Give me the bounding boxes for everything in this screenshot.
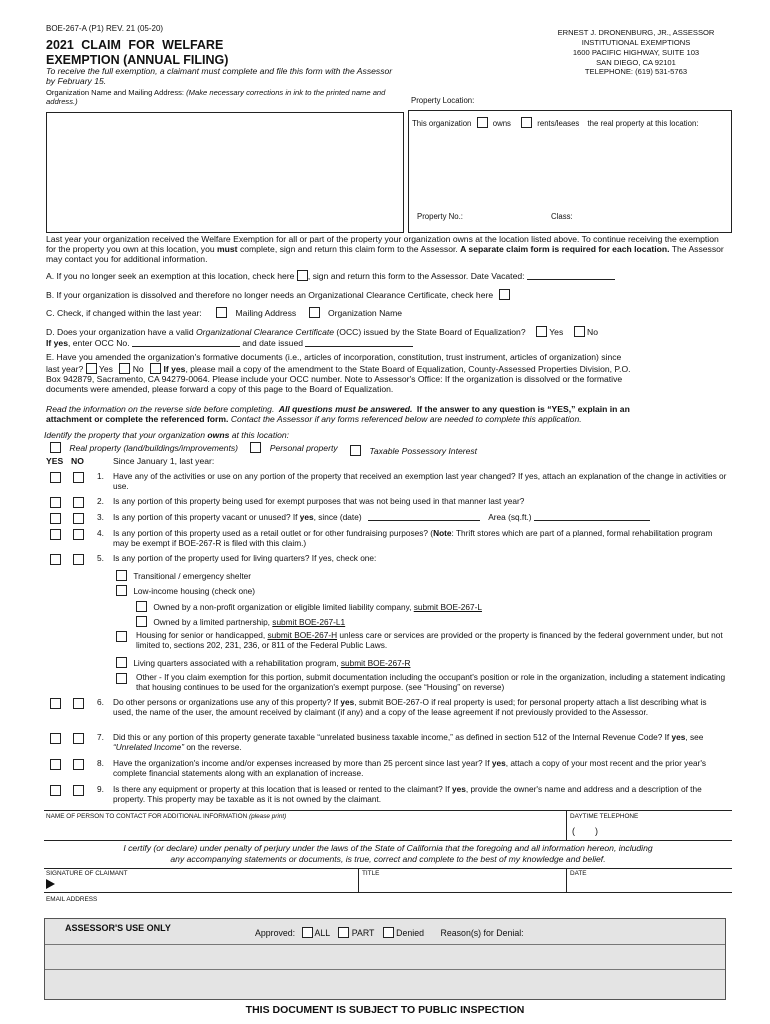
personal-property-label: Personal property (269, 443, 338, 453)
elderly-form-link: submit BOE-267-H (267, 630, 338, 640)
email-label: EMAIL ADDRESS (46, 896, 98, 903)
other-text: Other - If you claim exemption for this portion, submit documentation including the occupant's position or role in the organization, including a statement indicating that housing continues to be used for the organization's exempt purpose. (see “Housing” on reverse) (136, 672, 726, 692)
q2-number: 2. (97, 496, 104, 506)
q1-text: Have any of the activities or use on any portion of the property that received an exemption last year changed? If yes, attach an explanation of the change in activities or use. (113, 471, 727, 491)
q8-number: 8. (97, 758, 104, 768)
q3-text-c: , since (date) (313, 512, 362, 522)
partnership-checkbox[interactable] (136, 616, 147, 627)
approve-part-checkbox[interactable] (338, 927, 349, 938)
question-7 (97, 733, 729, 753)
org-name-label: Organization Name (327, 308, 403, 318)
q3-no-checkbox[interactable] (73, 513, 84, 524)
personal-property-checkbox[interactable] (250, 442, 261, 453)
section-d (46, 326, 598, 337)
signature-label: SIGNATURE OF CLAIMANT (46, 870, 128, 877)
section-c (46, 307, 402, 318)
nonprofit-option (136, 601, 736, 613)
q6-yes-checkbox[interactable] (50, 698, 61, 709)
q6-text-c: , submit BOE-267-O if real property is used; for personal property attach a list describing what is used, the name of the user, the amount received by claimant (if any) and a copy of the lease agreement if not previously provided to the Assessor. (113, 697, 707, 717)
org-label-text: Organization Name and Mailing Address: (46, 88, 185, 97)
intro-paragraph (46, 235, 730, 265)
property-location-box (408, 110, 732, 233)
instructions (46, 405, 730, 425)
assessor-phone: TELEPHONE: (619) 531-5763 (584, 67, 688, 77)
identify-a: Identify the property that your organization (44, 430, 208, 440)
signature-bottom-rule (44, 892, 732, 893)
form-intro: To receive the full exemption, a claimant must complete and file this form with the Assessor by February 15. (46, 66, 393, 87)
date-issued-label: and date issued (242, 338, 304, 348)
q8-yes: yes (491, 758, 506, 768)
q7-text-e: on the reverse. (184, 741, 242, 752)
nonprofit-checkbox[interactable] (136, 601, 147, 612)
ownership-row (412, 117, 698, 128)
q4-yes-checkbox[interactable] (50, 529, 61, 540)
q1-yes-checkbox[interactable] (50, 472, 61, 483)
owns-label: owns (492, 119, 511, 128)
partnership-label: Owned by a limited partnership, (153, 617, 273, 627)
certify-line1: I certify (or declare) under penalty of perjury under the laws of the State of California that the foregoing and all information hereon, including (123, 843, 653, 853)
transitional-label: Transitional / emergency shelter (133, 571, 252, 581)
section-b-checkbox[interactable] (499, 289, 510, 300)
org-address-box[interactable] (46, 112, 404, 233)
section-d-line2 (46, 338, 413, 348)
rehab-form-link: submit BOE-267-R (340, 658, 411, 668)
title-label: TITLE (362, 870, 380, 877)
amended-no-checkbox[interactable] (119, 363, 130, 374)
q7-text-c: , see (685, 732, 704, 742)
q6-text-a: Do other persons or organizations use any of this property? If (113, 697, 341, 707)
form-title-line1: 2021 CLAIM FOR WELFARE (46, 38, 224, 52)
approve-all-checkbox[interactable] (302, 927, 313, 938)
low-income-option (116, 585, 716, 597)
section-d-occ: Organizational Clearance Certificate (196, 327, 335, 337)
nonprofit-form-link: submit BOE-267-L (413, 602, 482, 612)
contact-name-field[interactable] (46, 822, 562, 839)
elderly-rest: unless care or services are provided or the property is financed by the federal government under, but not limited to, sections 202, 231, 236, or 811 of the Federal Public Laws. (136, 630, 723, 650)
section-e-last-year: last year? (46, 363, 84, 374)
signature-arrow-icon (46, 879, 55, 889)
q7-unrelated: “Unrelated Income” (113, 741, 185, 752)
occ-no-checkbox[interactable] (574, 326, 585, 337)
occ-yes-checkbox[interactable] (536, 326, 547, 337)
instr-all: All questions must be answered. (278, 404, 413, 414)
q7-text (113, 733, 729, 753)
section-e-text2: , please mail a copy of the amendment to the State Board of Equalization, County-Assessed Properties Division, P.O. (185, 363, 631, 374)
approved-label: Approved: (255, 928, 296, 938)
section-e-line1: E. Have you amended the organization's formative documents (i.e., articles of incorporation, constitution, trust instrument, articles of organization) since (46, 352, 622, 362)
property-type-row (50, 442, 477, 456)
section-d-occ-no: , enter OCC No. (67, 338, 130, 348)
question-4 (97, 529, 729, 549)
assessor-use-block (44, 918, 726, 1000)
owns-checkbox[interactable] (477, 117, 488, 128)
section-a (46, 270, 615, 281)
rents-label: rents/leases (537, 119, 580, 128)
contact-divider (566, 810, 567, 840)
q8-yes-checkbox[interactable] (50, 759, 61, 770)
form-title-line2: EXEMPTION (ANNUAL FILING) (46, 53, 229, 67)
mailing-address-checkbox[interactable] (216, 307, 227, 318)
intro-must: must (217, 243, 238, 254)
section-e-line4: documents were amended, please forward a copy of this page to the Board of Equalization. (46, 383, 394, 394)
daytime-phone-label: DAYTIME TELEPHONE (570, 813, 639, 820)
q5-number: 5. (97, 553, 104, 563)
date-vacated-field[interactable] (527, 279, 615, 280)
occ-yes-label: Yes (549, 327, 564, 337)
q5-text: Is any portion of the property used for living quarters? If yes, check one: (113, 553, 377, 563)
q2-yes-checkbox[interactable] (50, 497, 61, 508)
possessory-interest-checkbox[interactable] (350, 445, 361, 456)
section-c-text: C. Check, if changed within the last year: (46, 308, 202, 318)
contact-name-note: (please print) (248, 813, 287, 820)
real-property-checkbox[interactable] (50, 442, 61, 453)
occ-no-label: No (587, 327, 599, 337)
section-a-text2: , sign and return this form to the Assessor. Date Vacated: (307, 271, 525, 281)
rehab-option (116, 657, 716, 669)
partnership-form-link: submit BOE-267-L1 (272, 617, 346, 627)
denied-checkbox[interactable] (383, 927, 394, 938)
signature-field[interactable] (58, 878, 354, 891)
signature-top-rule (44, 868, 732, 869)
date-field[interactable] (570, 878, 730, 891)
q9-text-c: , provide the owner's name and address and a description of the property. This property may be taxable as it is not owned by the claimant. (113, 784, 702, 804)
rehab-label: Living quarters associated with a rehabilitation program, (133, 658, 341, 668)
question-8 (97, 759, 729, 779)
question-1 (97, 472, 729, 492)
property-class-label: Class: (551, 212, 573, 221)
q3-text (113, 513, 729, 523)
contact-bottom-rule (44, 840, 732, 841)
org-label-note: (Make necessary corrections in ink to the printed name and address.) (46, 88, 386, 107)
daytime-phone-field[interactable]: ( ) (572, 826, 598, 836)
q1-no-checkbox[interactable] (73, 472, 84, 483)
assessor-city: SAN DIEGO, CA 92101 (596, 57, 676, 67)
q7-no-checkbox[interactable] (73, 733, 84, 744)
contact-top-rule (44, 810, 732, 811)
question-2 (97, 497, 729, 507)
section-a-checkbox[interactable] (297, 270, 308, 281)
occ-number-field[interactable] (132, 346, 240, 347)
partnership-option (136, 616, 736, 628)
q5-yes-checkbox[interactable] (50, 554, 61, 565)
amended-yes-label: Yes (98, 363, 113, 374)
contact-name-label (46, 813, 286, 821)
q7-yes: yes (671, 732, 686, 742)
date-label: DATE (570, 870, 587, 877)
q4-text (113, 529, 729, 549)
certify-line2: any accompanying statements or documents, is true, correct and complete to the best of my knowledge and belief. (170, 853, 606, 864)
q8-text-c: , attach a copy of your most recent and the prior year's complete financial statements along with an explanation of increase. (113, 758, 707, 778)
since-label: Since January 1, last year: (113, 456, 215, 466)
public-inspection-notice: THIS DOCUMENT IS SUBJECT TO PUBLIC INSPECTION (245, 1004, 525, 1016)
rehab-checkbox[interactable] (116, 657, 127, 668)
question-6 (97, 698, 729, 718)
elderly-text (136, 631, 728, 651)
q3-text-a: Is any portion of this property vacant or unused? If (113, 512, 300, 522)
instr-attach: attachment or complete the referenced form. (46, 413, 229, 424)
q3-area-field[interactable] (534, 520, 650, 521)
section-d-text2: (OCC) issued by the State Board of Equalization? (334, 327, 526, 337)
q9-text (113, 785, 729, 805)
q6-yes: yes (340, 697, 355, 707)
q4-text-a: Is any portion of this property used as a retail outlet or for other fundraising purposes? ( (113, 528, 434, 538)
real-property-label: Real property (land/buildings/improvements) (69, 443, 239, 453)
q3-yes-checkbox[interactable] (50, 513, 61, 524)
q7-yes-checkbox[interactable] (50, 733, 61, 744)
no-column-header: NO (71, 456, 84, 466)
property-location-label: Property Location: (411, 96, 475, 105)
occ-date-field[interactable] (305, 346, 413, 347)
denied-label: Denied (396, 928, 425, 938)
instr-read: Read the information on the reverse side before completing. (46, 404, 275, 414)
elderly-option (116, 631, 728, 651)
other-checkbox[interactable] (116, 673, 127, 684)
org-label (46, 88, 401, 106)
identify-property (44, 430, 289, 440)
form-id: BOE-267-A (P1) REV. 21 (05-20) (46, 24, 164, 33)
elderly-label: Housing for senior or handicapped, (136, 630, 268, 640)
other-option (116, 673, 728, 693)
q2-no-checkbox[interactable] (73, 497, 84, 508)
q3-since-date-field[interactable] (368, 520, 480, 521)
q3-number: 3. (97, 512, 104, 522)
q2-text: Is any portion of this property being used for exempt purposes that was not being used in that manner last year? (113, 496, 525, 506)
section-e (46, 353, 730, 395)
section-e-line3: Box 942879, Sacramento, CA 94279-0064. Please include your OCC number. Note to Assessor's Office: If the organization is dissolved or the formative (46, 373, 623, 384)
q8-text (113, 759, 729, 779)
intro-bold: A separate claim form is required for each location. (460, 243, 670, 254)
q3-area-label: Area (sq.ft.) (488, 512, 532, 522)
identify-owns: owns (207, 430, 230, 440)
certification (44, 843, 732, 864)
question-9 (97, 785, 729, 805)
intro-p3: The Assessor may contact you for additional information. (46, 243, 724, 264)
q1-number: 1. (97, 471, 104, 481)
property-number-label: Property No.: (417, 212, 463, 221)
title-field[interactable] (362, 878, 562, 891)
amended-extra-box[interactable] (150, 363, 161, 374)
q5-no-checkbox[interactable] (73, 554, 84, 565)
q9-text-a: Is there any equipment or property at this location that is leased or rented to the claimant? If (113, 784, 452, 794)
assessor-street: 1600 PACIFIC HIGHWAY, SUITE 103 (572, 47, 700, 57)
assessor-name: ERNEST J. DRONENBURG, JR., ASSESSOR (557, 28, 715, 37)
instr-yes: If the answer to any question is “YES,” explain in an (416, 404, 630, 414)
approval-row (255, 927, 524, 939)
rents-checkbox[interactable] (521, 117, 532, 128)
q6-number: 6. (97, 697, 104, 707)
low-income-checkbox[interactable] (116, 585, 127, 596)
signature-divider-1 (358, 868, 359, 892)
q6-no-checkbox[interactable] (73, 698, 84, 709)
q8-text-a: Have the organization's income and/or expenses increased by more than 25 percent since last year? If (113, 758, 492, 768)
org-name-checkbox[interactable] (309, 307, 320, 318)
section-d-text1: D. Does your organization have a valid (46, 327, 196, 337)
intro-p1: Last year your organization received the Welfare Exemption for all or part of the property your organization owns at the location listed above. To continue receiving the exemption for the property you own at this location, you (46, 234, 719, 254)
approve-part-label: PART (351, 928, 375, 938)
q4-text-c: : Thrift stores which are part of a planned, formal rehabilitation program may be exempt if BOE-267-R is filed with this claim.) (113, 528, 713, 548)
signature-divider-2 (566, 868, 567, 892)
q3-yes: yes (299, 512, 314, 522)
contact-name-text: NAME OF PERSON TO CONTACT FOR ADDITIONAL INFORMATION (46, 813, 248, 820)
transitional-option (116, 570, 716, 582)
assessor-rule-2 (45, 969, 725, 970)
transitional-checkbox[interactable] (116, 570, 127, 581)
denial-reasons-label: Reason(s) for Denial: (440, 928, 524, 938)
assessor-dept: INSTITUTIONAL EXEMPTIONS (581, 37, 691, 47)
approve-all-label: ALL (314, 928, 330, 938)
instr-contact: Contact the Assessor if any forms referenced below are needed to complete this application. (230, 413, 582, 424)
amended-no-label: No (132, 363, 144, 374)
instructions-line2 (46, 415, 730, 425)
elderly-checkbox[interactable] (116, 631, 127, 642)
q9-yes-checkbox[interactable] (50, 785, 61, 796)
possessory-interest-label: Taxable Possessory Interest (369, 446, 478, 456)
q6-text (113, 698, 729, 718)
yes-column-header: YES (46, 456, 64, 466)
section-e-if-yes: If yes (163, 363, 186, 374)
q9-no-checkbox[interactable] (73, 785, 84, 796)
question-5 (97, 554, 729, 564)
mailing-address-label: Mailing Address (235, 308, 297, 318)
assessor-rule-1 (45, 944, 725, 945)
q9-yes: yes (451, 784, 466, 794)
email-field[interactable] (46, 904, 730, 916)
question-3 (97, 513, 729, 523)
q4-no-checkbox[interactable] (73, 529, 84, 540)
this-org-label: This organization (412, 119, 472, 128)
nonprofit-label: Owned by a non-profit organization or eligible limited liability company, (153, 602, 414, 612)
assessor-use-title: ASSESSOR'S USE ONLY (65, 923, 171, 933)
q7-number: 7. (97, 732, 104, 742)
q9-number: 9. (97, 784, 104, 794)
section-b-text: B. If your organization is dissolved and therefore no longer needs an Organizational Clearance Certificate, check here (46, 290, 494, 300)
low-income-label: Low-income housing (check one) (133, 586, 256, 596)
assessor-address (536, 28, 736, 77)
q4-number: 4. (97, 528, 104, 538)
q8-no-checkbox[interactable] (73, 759, 84, 770)
section-d-if-yes: If yes (46, 338, 68, 348)
section-a-text1: A. If you no longer seek an exemption at this location, check here (46, 271, 295, 281)
intro-p2: complete, sign and return this claim form to the Assessor. (237, 243, 461, 254)
q4-note: Note (433, 528, 452, 538)
identify-c: at this location: (229, 430, 290, 440)
amended-yes-checkbox[interactable] (86, 363, 97, 374)
location-tail: the real property at this location: (587, 119, 699, 128)
section-b (46, 289, 510, 300)
q7-text-a: Did this or any portion of this property generate taxable “unrelated business taxable income,” as defined in section 512 of the Internal Revenue Code? If (113, 732, 672, 742)
